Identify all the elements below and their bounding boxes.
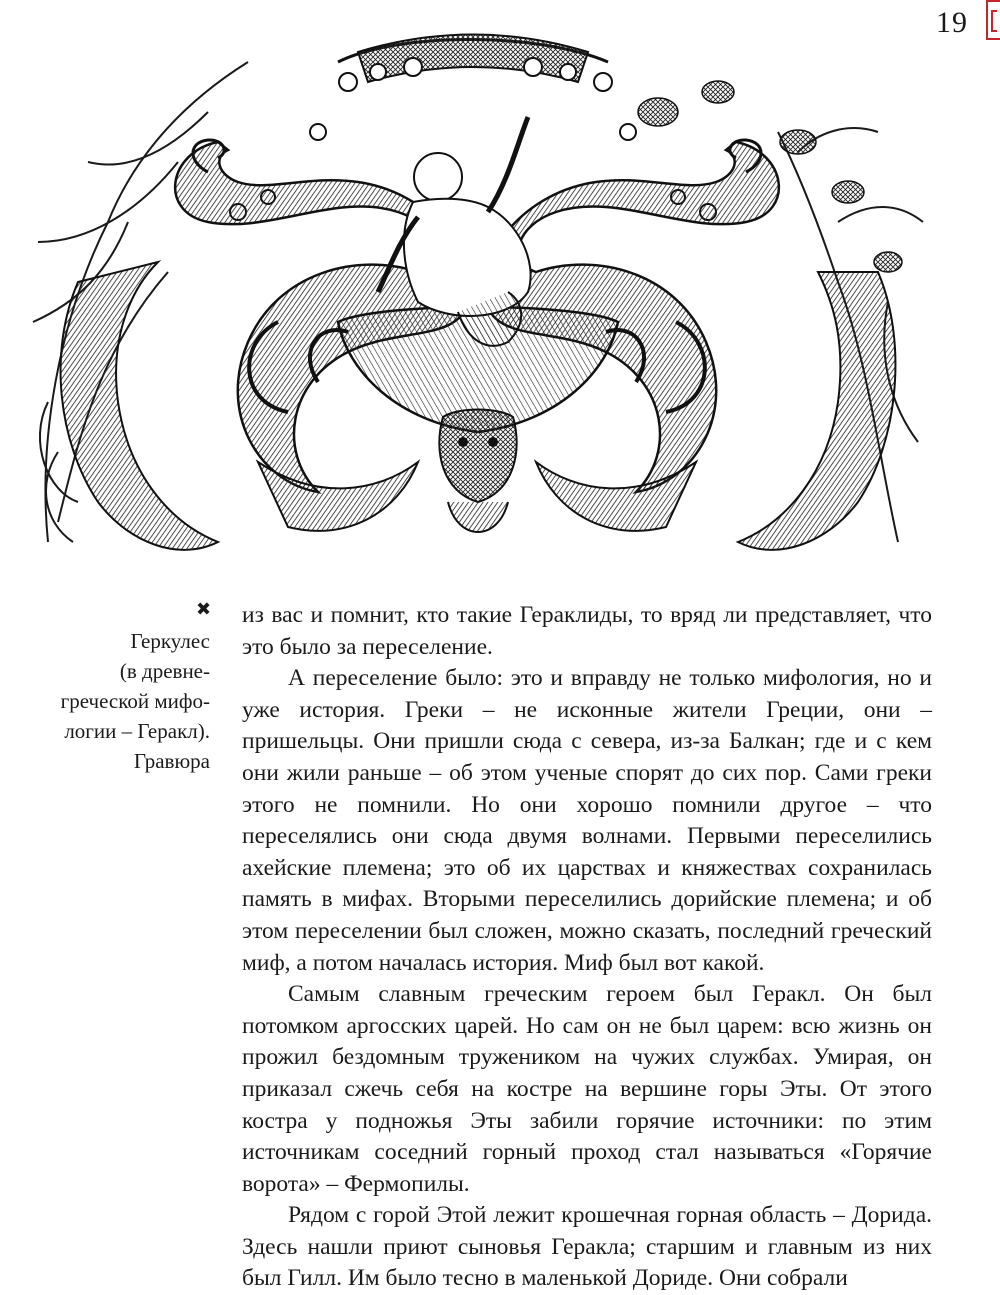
- caption-line: греческой мифо-: [60, 689, 210, 713]
- cross-knot-icon: ✖: [196, 599, 212, 619]
- caption-line: (в древне-: [119, 659, 210, 683]
- sidebar-caption: [0, 598, 210, 776]
- page-number: 19: [936, 6, 968, 39]
- main-text: [242, 600, 932, 1295]
- paragraph: Самым славным греческим героем был Геракл. Он был потомком аргосских царей. Но сам он не был царем: всю жизнь он прожил бездомным тружеником на чужих службах. Умирая, он приказал сжечь себя на костре на вершине горы Эты. От этого костра у подножья Эты забили горячие источники: по этим источникам соседний горный проход стал называться «Горячие ворота» – Фермопилы.: [242, 981, 932, 1197]
- engraving-illustration: [18, 22, 936, 582]
- paragraph: Рядом с горой Этой лежит крошечная горная область – Дорида. Здесь нашли приют сыновья Геракла; старшим и главным из них был Гилл. Им было тесно в маленькой Дориде. Они собрали: [242, 1202, 932, 1292]
- corner-decoration: [986, 0, 1000, 40]
- caption-line: Гравюра: [133, 749, 210, 773]
- paragraph: из вас и помнит, кто такие Гераклиды, то вряд ли представляет, что это было за переселение.: [242, 602, 932, 660]
- satyr-mask: [439, 410, 516, 533]
- caption-line: Геркулес: [130, 629, 210, 653]
- paragraph: А переселение было: это и вправду не только мифология, но и уже история. Греки – не исконные жители Греции, они – пришельцы. Они пришли сюда с севера, из-за Балкан; где и с кем они жили раньше – об этом ученые спорят до сих пор. Сами греки этого не помнили. Но они хорошо помнили другое – что переселялись они сюда двумя волнами. Первыми переселились ахейские племена; это об их царствах и княжествах сохранилась память в мифах. Вторыми переселились дорийские племена; и об этом переселении был сложен, можно сказать, последний греческий миф, а потом началась история. Миф был вот какой.: [242, 665, 932, 976]
- caption-line: логии – Геракл).: [64, 719, 210, 743]
